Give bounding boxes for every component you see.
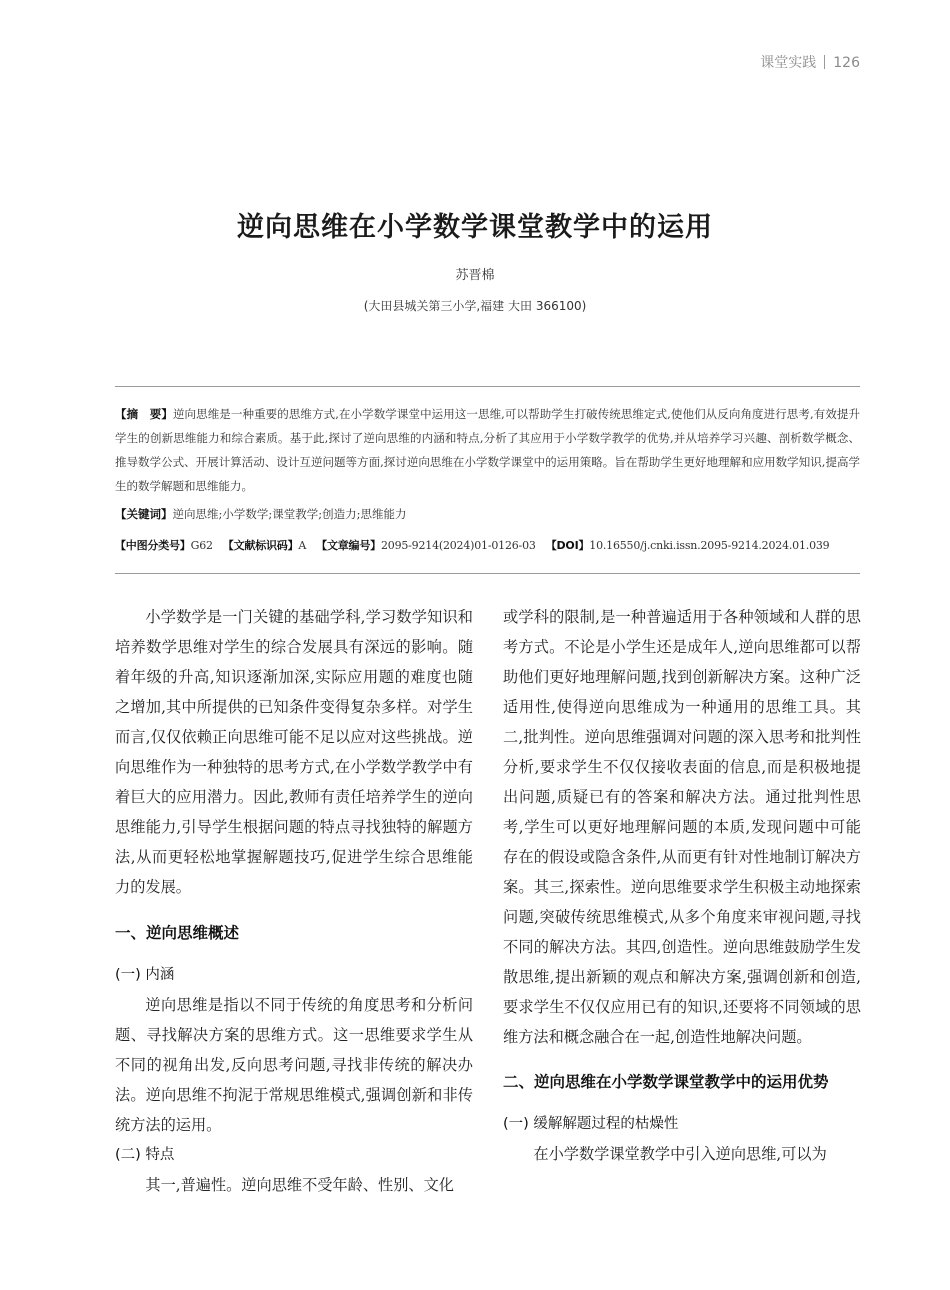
keywords (115, 506, 860, 522)
classification-line (115, 537, 875, 553)
bottom-rule (115, 573, 860, 574)
relieve-boredom-paragraph: 在小学数学课堂教学中引入逆向思维,可以为 (533, 1145, 827, 1163)
subsection-heading-relieve-boredom: (一) 缓解解题过程的枯燥性 (503, 1116, 679, 1132)
clc-value: G62 (190, 539, 213, 552)
doi-label: 【DOI】 (545, 539, 590, 552)
features-paragraph-start: 其一,普遍性。逆向思维不受年龄、性别、文化 (145, 1176, 454, 1194)
clc-label: 【中图分类号】 (115, 539, 191, 552)
keywords-label: 【关键词】 (115, 507, 173, 521)
abstract-text: 逆向思维是一种重要的思维方式,在小学数学课堂中运用这一思维,可以帮助学生打破传统思维定式,使他们从反向角度进行思考,有效提升学生的创新思维能力和综合素质。基于此,探讨了逆向思维的内涵和特点,分析了其应用于小学数学教学的优势,并从培养学习兴趣、剖析数学概念、推导数学公式、开展计算活动、设计互逆问题等方面,探讨逆向思维在小学数学课堂中的运用策略。旨在帮助学生更好地理解和应用数学知识,提高学生的数学解题和思维能力。 (115, 407, 860, 493)
header-divider (824, 55, 825, 69)
section-heading-2: 二、逆向思维在小学数学课堂教学中的运用优势 (503, 1073, 829, 1091)
body-column-left (115, 602, 473, 1200)
author-name: 苏晋棉 (455, 268, 495, 283)
body-column-right (503, 602, 861, 1169)
article-number-value: 2095-9214(2024)01-0126-03 (380, 539, 536, 552)
doc-code-value: A (298, 539, 307, 552)
section-heading-1: 一、逆向思维概述 (115, 924, 240, 942)
author-affiliation: (大田县城关第三小学,福建 大田 366100) (363, 299, 587, 313)
abstract-label: 【摘 要】 (115, 407, 173, 421)
intro-paragraph: 小学数学是一门关键的基础学科,学习数学知识和培养数学思维对学生的综合发展具有深远的影响。随着年级的升高,知识逐渐加深,实际应用题的难度也随之增加,其中所提供的已知条件变得复杂多样。对学生而言,仅仅依赖正向思维可能不足以应对这些挑战。逆向思维作为一种独特的思考方式,在小学数学教学中有着巨大的应用潜力。因此,教师有责任培养学生的逆向思维能力,引导学生根据问题的特点寻找独特的解题方法,从而更轻松地掌握解题技巧,促进学生综合思维能力的发展。 (115, 608, 473, 896)
subsection-heading-connotation: (一) 内涵 (115, 967, 175, 983)
doi-value: 10.16550/j.cnki.issn.2095-9214.2024.01.039 (589, 539, 830, 552)
header-section: 课堂实践 (760, 55, 817, 71)
connotation-paragraph: 逆向思维是指以不同于传统的角度思考和分析问题、寻找解决方案的思维方式。这一思维要求学生从不同的视角出发,反向思考问题,寻找非传统的解决办法。逆向思维不拘泥于常规思维模式,强调创新和非传统方法的运用。 (115, 996, 473, 1134)
subsection-heading-features: (二) 特点 (115, 1147, 175, 1163)
doc-code-label: 【文献标识码】 (222, 539, 299, 552)
abstract (115, 402, 860, 498)
top-rule (115, 386, 860, 387)
article-number-label: 【文章编号】 (316, 539, 381, 552)
features-paragraph-continued: 或学科的限制,是一种普遍适用于各种领域和人群的思考方式。不论是小学生还是成年人,逆向思维都可以帮助他们更好地理解问题,找到创新解决方案。这种广泛适用性,使得逆向思维成为一种通用的思维工具。其二,批判性。逆向思维强调对问题的深入思考和批判性分析,要求学生不仅仅接收表面的信息,而是积极地提出问题,质疑已有的答案和解决方法。通过批判性思考,学生可以更好地理解问题的本质,发现问题中可能存在的假设或隐含条件,从而更有针对性地制订解决方案。其三,探索性。逆向思维要求学生积极主动地探索问题,突破传统思维模式,从多个角度来审视问题,寻找不同的解决方法。其四,创造性。逆向思维鼓励学生发散思维,提出新颖的观点和解决方案,强调创新和创造,要求学生不仅仅应用已有的知识,还要将不同领域的思维方法和概念融合在一起,创造性地解决问题。 (503, 608, 861, 1046)
running-header (760, 52, 860, 72)
page-number: 126 (833, 55, 860, 71)
paper-title: 逆向思维在小学数学课堂教学中的运用 (237, 212, 713, 243)
keywords-text: 逆向思维;小学数学;课堂教学;创造力;思维能力 (172, 507, 407, 521)
